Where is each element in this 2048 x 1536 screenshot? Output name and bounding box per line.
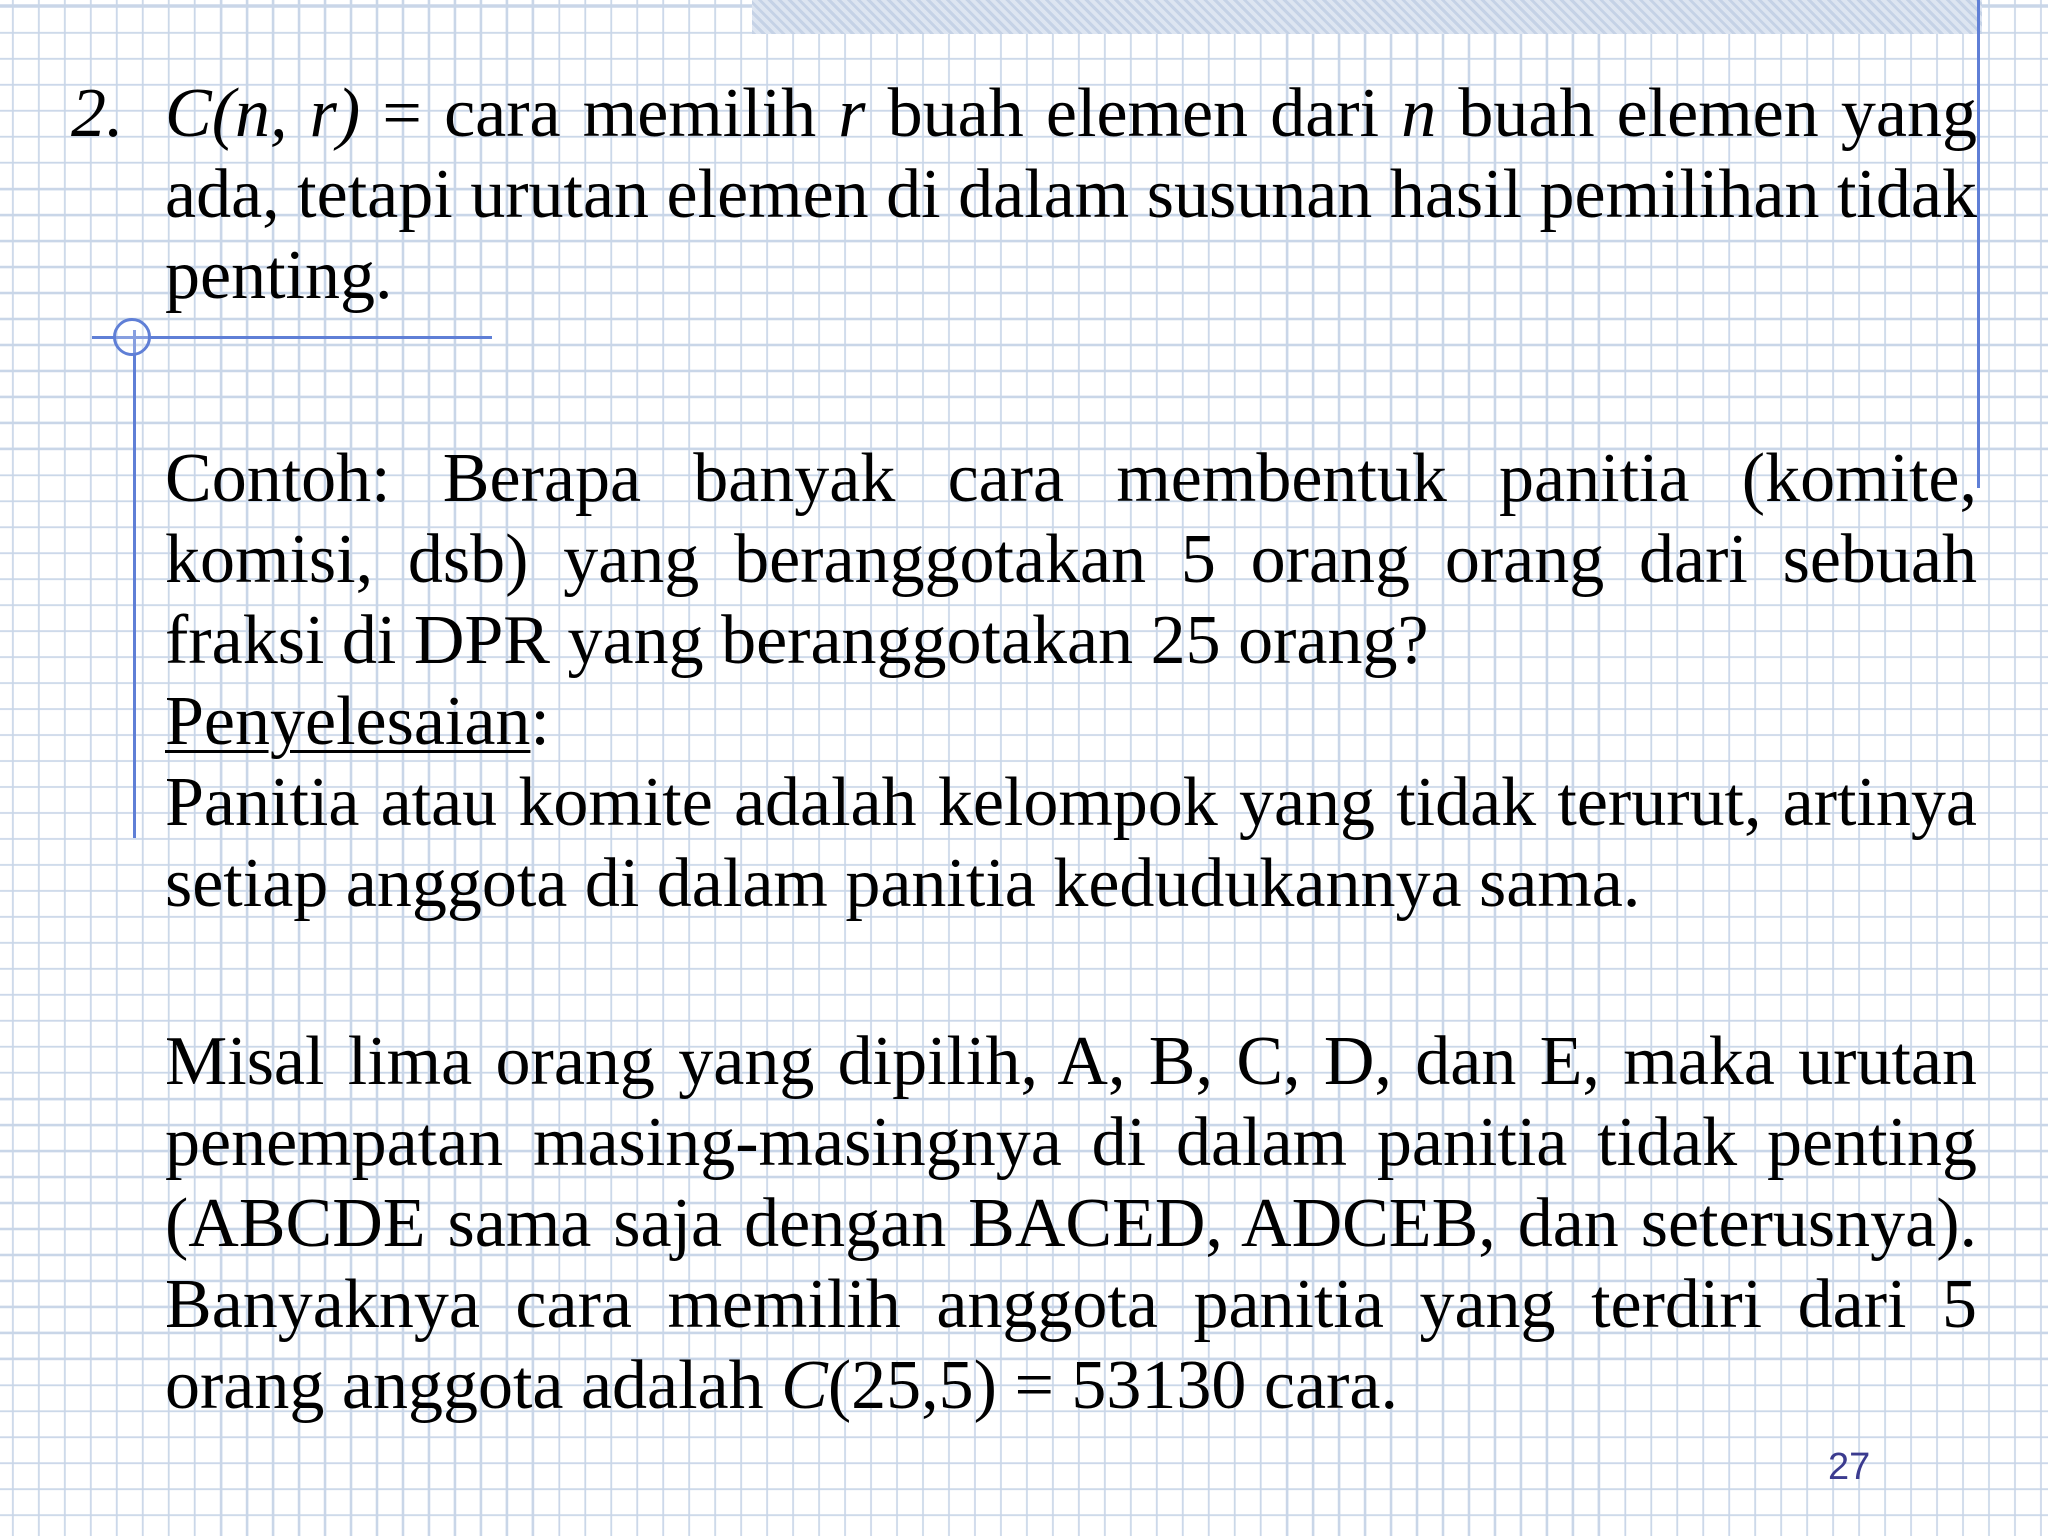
decorative-right-rule [1977, 0, 1980, 488]
definition-text-1: = cara memilih [360, 75, 839, 152]
definition-paragraph [71, 73, 1977, 316]
crosshair-icon [113, 318, 151, 356]
solution-heading: Penyelesaian [165, 683, 531, 760]
page-number: 27 [1828, 1446, 1871, 1488]
decorative-left-rule [133, 330, 136, 838]
decorative-top-band [752, 0, 1982, 34]
result-value: (25,5) = 53130 cara. [827, 1347, 1398, 1424]
solution-paragraph-1: Panitia atau komite adalah kelompok yang tidak terurut, artinya setiap anggota di dalam panitia kedudukannya sama. [165, 764, 1977, 922]
definition-text-2: buah elemen dari [865, 75, 1402, 152]
result-symbol: C [781, 1347, 828, 1424]
variable-r: r [838, 75, 866, 152]
solution-colon: : [530, 683, 550, 760]
slide-content [71, 73, 1977, 1426]
solution-text: Misal lima orang yang dipilih, A, B, C, D, dan E, maka urutan penempatan masing-masingnya di dalam panitia tidak penting (ABCDE sama saja dengan BACED, ADCEB, dan seterusnya). Banyaknya cara memilih anggota panitia yang terdiri dari 5 orang anggota adalah [165, 1023, 1977, 1424]
item-number: 2. [71, 75, 124, 152]
example-paragraph: Contoh: Berapa banyak cara membentuk panitia (komite, komisi, dsb) yang beranggotakan 5 orang orang dari sebuah fraksi di DPR yang beranggotakan 25 orang? [165, 440, 1977, 679]
variable-n: n [1401, 75, 1437, 152]
combination-symbol: C(n, r) [165, 75, 361, 152]
solution-paragraph-2 [165, 1021, 1977, 1426]
solution-heading-line [165, 681, 1977, 762]
definition-text-3: buah elemen yang ada, tetapi urutan elemen di dalam susunan hasil pemilihan tidak penting. [165, 75, 1977, 314]
